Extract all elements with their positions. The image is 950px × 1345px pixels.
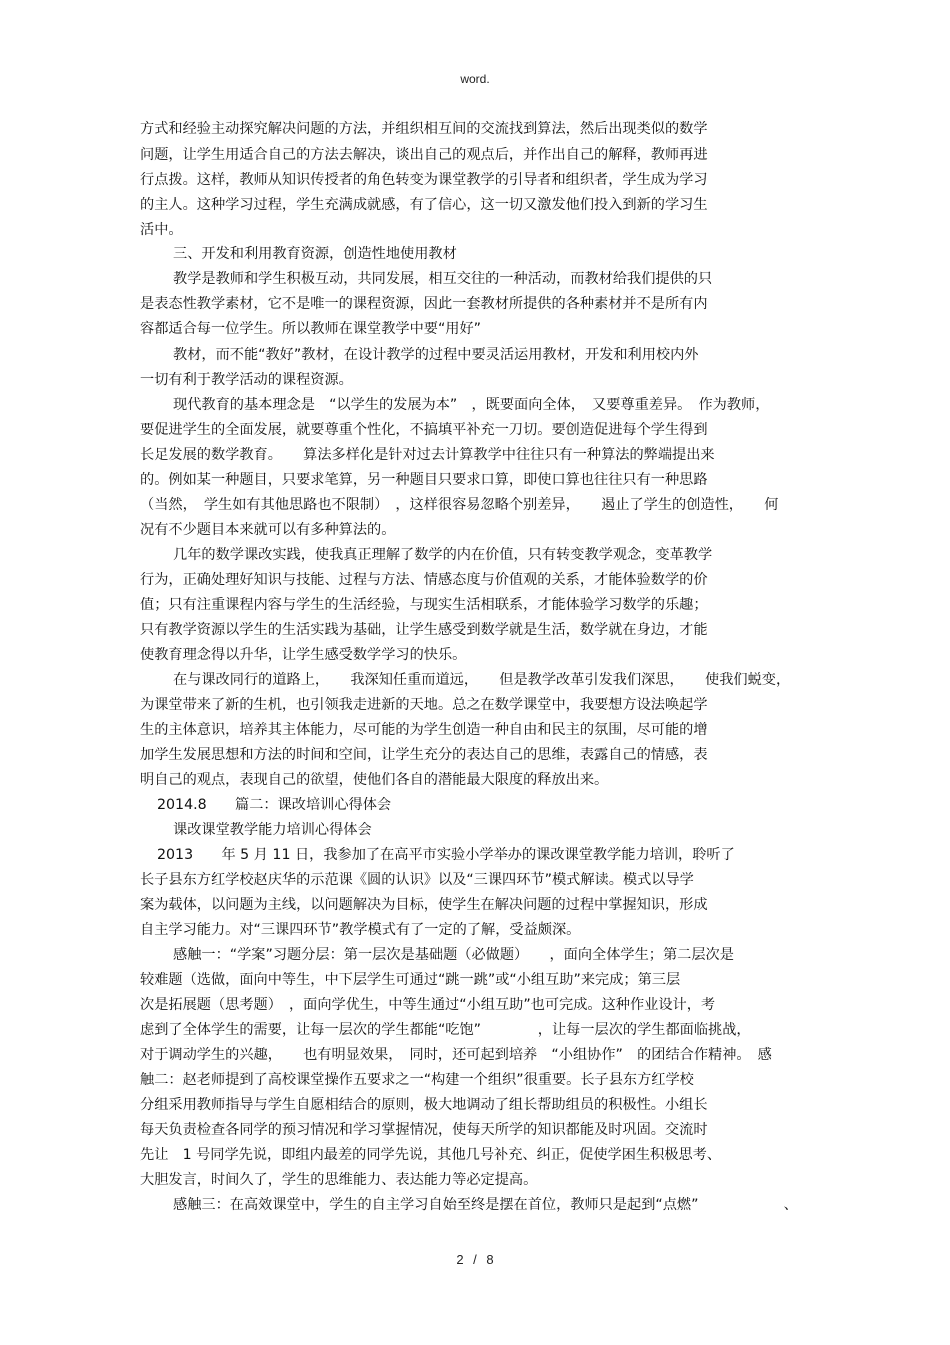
- text-line: 感触一：“学案”习题分层：第一层次是基础题（必做题） ，面向全体学生；第二层次是: [173, 947, 734, 963]
- text-line: 感触三：在高效课堂中，学生的自主学习自始至终是摆在首位，教师只是起到“点燃” 、: [173, 1197, 798, 1213]
- text-line: 2014.8 篇二：课改培训心得体会: [157, 797, 392, 813]
- text-line: 现代教育的基本理念是 “以学生的发展为本” ，既要面向全体， 又要尊重差异。 作为教师，: [173, 397, 770, 413]
- page-header: word.: [460, 72, 490, 86]
- text-line: 分组采用教师指导与学生自愿相结合的原则，极大地调动了组长帮助组员的积极性。小组长: [140, 1097, 708, 1113]
- text-line: 是表态性教学素材，它不是唯一的课程资源，因此一套教材所提供的各种素材并不是所有内: [140, 296, 708, 312]
- text-line: 长足发展的数学教育。 算法多样化是针对过去计算教学中往往只有一种算法的弊端提出来: [140, 447, 715, 463]
- text-line: 为课堂带来了新的生机，也引领我走进新的天地。总之在数学课堂中，我要想方设法唤起学: [140, 697, 708, 713]
- text-line: 对于调动学生的兴趣， 也有明显效果， 同时，还可起到培养 “小组协作” 的团结合作精神。 感: [140, 1047, 772, 1063]
- text-line: 2013 年 5 月 11 日，我参加了在高平市实验小学举办的课改课堂教学能力培训，聆听了: [157, 847, 735, 863]
- text-line: 使教育理念得以升华，让学生感受数学学习的快乐。: [140, 647, 467, 663]
- text-line: 生的主体意识，培养其主体能力，尽可能的为学生创造一种自由和民主的氛围，尽可能的增: [140, 722, 708, 738]
- text-line: 活中。: [140, 222, 183, 238]
- text-line: 要促进学生的全面发展，就要尊重个性化，不搞填平补充一刀切。要创造促进每个学生得到: [140, 422, 708, 438]
- text-line: 一切有利于教学活动的课程资源。: [140, 372, 353, 388]
- text-line: 教材，而不能“教好”教材，在设计教学的过程中要灵活运用教材，开发和利用校内外: [173, 347, 699, 363]
- text-line: 大胆发言，时间久了，学生的思维能力、表达能力等必定提高。: [140, 1172, 538, 1188]
- text-line: 较难题（选做，面向中等生，中下层学生可通过“跳一跳”或“小组互助”来完成；第三层: [140, 972, 681, 988]
- text-line: 容都适合每一位学生。所以教师在课堂教学中要“用好”: [140, 321, 482, 337]
- text-line: 几年的数学课改实践，使我真正理解了数学的内在价值，只有转变教学观念，变革教学: [173, 547, 713, 563]
- text-line: 先让 1 号同学先说，即组内最差的同学先说，其他几号补充、纠正，促使学困生积极思考、: [140, 1147, 722, 1163]
- text-line: 只有教学资源以学生的生活实践为基础，让学生感受到数学就是生活，数学就在身边，才能: [140, 622, 708, 638]
- text-line: 的。例如某一种题目，只要求笔算，另一种题目只要求口算，即使口算也往往只有一种思路: [140, 472, 708, 488]
- text-line: 每天负责检查各同学的预习情况和学习掌握情况，使每天所学的知识都能及时巩固。交流时: [140, 1122, 708, 1138]
- section-heading: 课改课堂教学能力培训心得体会: [173, 822, 372, 838]
- text-line: 问题，让学生用适合自己的方法去解决，谈出自己的观点后，并作出自己的解释，教师再进: [140, 147, 708, 163]
- text-line: 行为，正确处理好知识与技能、过程与方法、情感态度与价值观的关系，才能体验数学的价: [140, 572, 708, 588]
- text-line: 方式和经验主动探究解决问题的方法，并组织相互间的交流找到算法，然后出现类似的数学: [140, 121, 708, 137]
- text-line: 的主人。这种学习过程，学生充满成就感，有了信心，这一切又激发他们投入到新的学习生: [140, 197, 708, 213]
- text-line: 案为载体，以问题为主线，以问题解决为目标，使学生在解决问题的过程中掌握知识，形成: [140, 897, 708, 913]
- text-line: 值；只有注重课程内容与学生的生活经验，与现实生活相联系，才能体验学习数学的乐趣；: [140, 597, 708, 613]
- page-number: 2 / 8: [456, 1252, 494, 1267]
- text-line: 在与课改同行的道路上， 我深知任重而道远， 但是教学改革引发我们深思， 使我们蜕变，: [173, 672, 791, 688]
- text-line: 明自己的观点，表现自己的欲望，使他们各自的潜能最大限度的释放出来。: [140, 772, 609, 788]
- text-line: 虑到了全体学生的需要，让每一层次的学生都能“吃饱” ，让每一层次的学生都面临挑战，: [140, 1022, 751, 1038]
- text-line: 次是拓展题（思考题） ，面向学优生，中等生通过“小组互助”也可完成。这种作业设计，考: [140, 997, 716, 1013]
- text-line: 况有不少题目本来就可以有多种算法的。: [140, 522, 396, 538]
- text-line: 触二：赵老师提到了高校课堂操作五要求之一“构建一个组织”很重要。长子县东方红学校: [140, 1072, 694, 1088]
- text-line: 行点拨。这样，教师从知识传授者的角色转变为课堂教学的引导者和组织者，学生成为学习: [140, 172, 708, 188]
- text-line: 自主学习能力。对“三课四环节”教学模式有了一定的了解，受益颇深。: [140, 922, 581, 938]
- text-line: 教学是教师和学生积极互动，共同发展，相互交往的一种活动，而教材给我们提供的只: [173, 271, 713, 287]
- section-heading: 三、开发和利用教育资源，创造性地使用教材: [173, 246, 457, 262]
- text-line: 加学生发展思想和方法的时间和空间，让学生充分的表达自己的思维，表露自己的情感，表: [140, 747, 708, 763]
- text-line: 长子县东方红学校赵庆华的示范课《圆的认识》以及“三课四环节”模式解读。模式以导学: [140, 872, 694, 888]
- text-line: （当然， 学生如有其他思路也不限制） ，这样很容易忽略个别差异， 遏止了学生的创造性， 何: [140, 497, 779, 513]
